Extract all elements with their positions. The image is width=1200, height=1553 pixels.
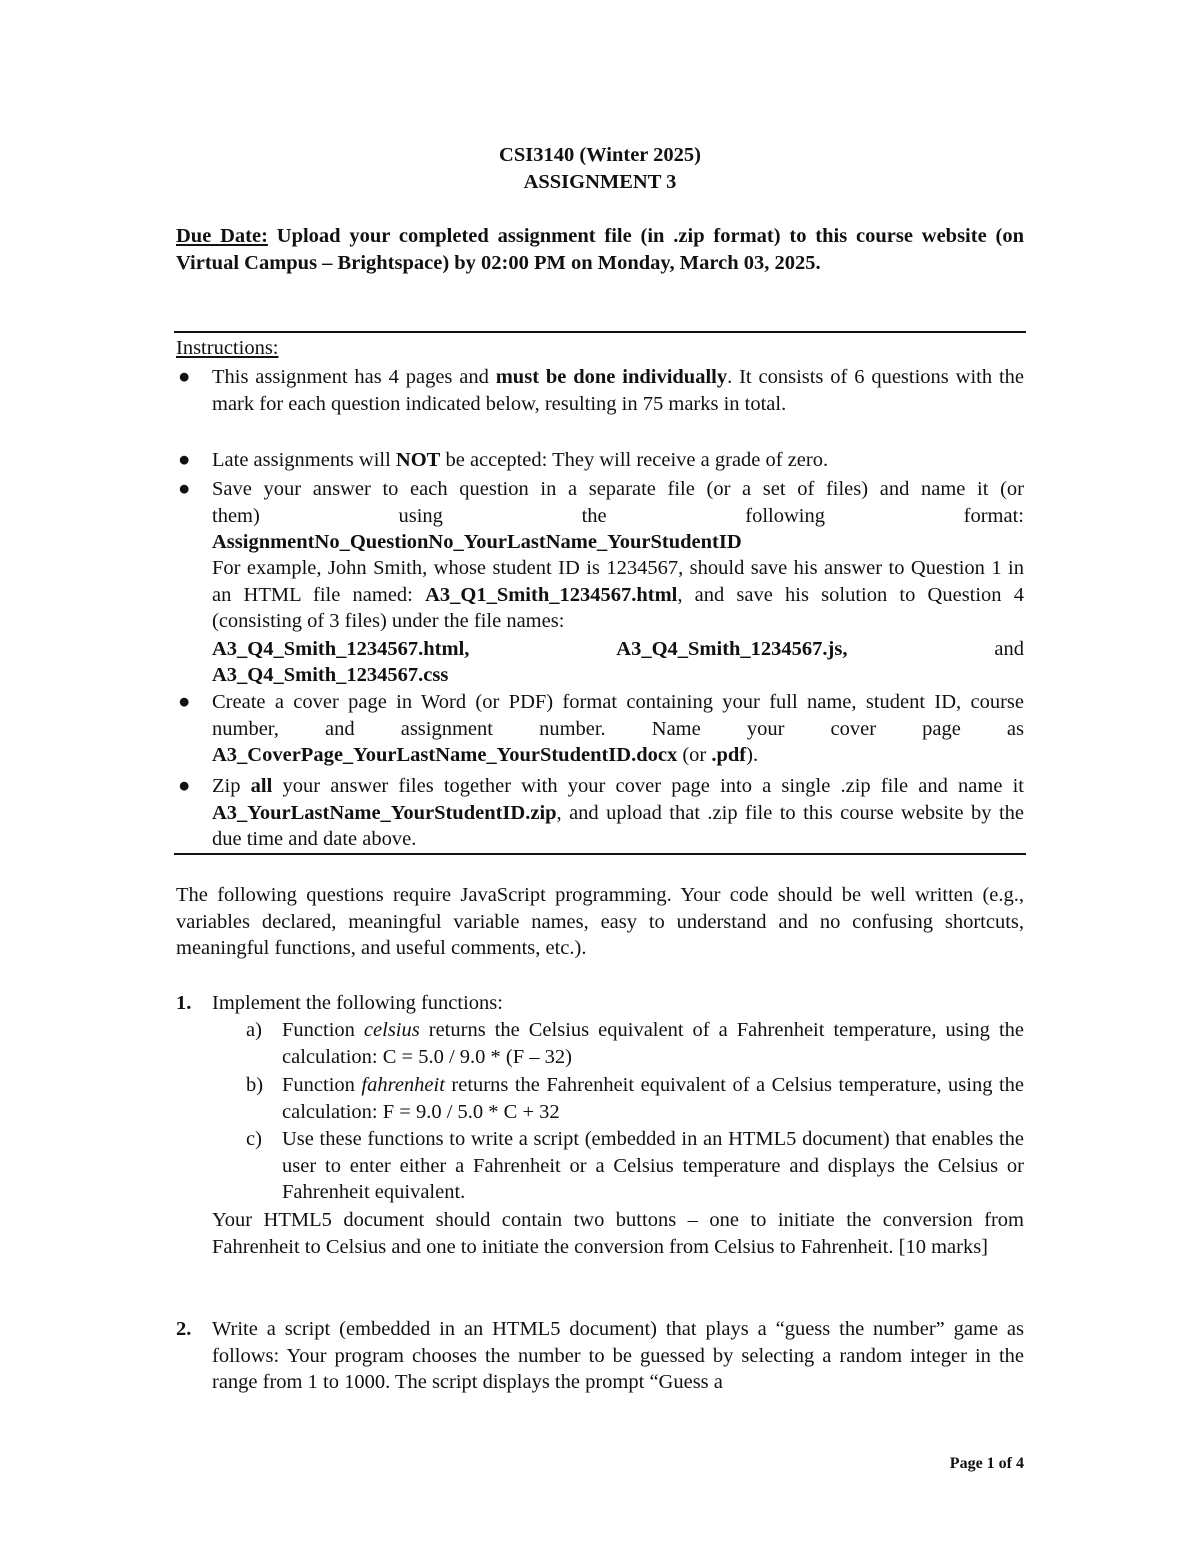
b1-text-a: This assignment has 4 pages and	[212, 366, 496, 388]
part-c-label: c)	[246, 1128, 262, 1150]
question-1-text: Implement the following functions:	[212, 992, 503, 1014]
b4-mid: (or	[677, 744, 712, 767]
b1-bold: must be done individually	[495, 366, 728, 388]
b5-bold1: all	[250, 775, 273, 797]
part-c-text: Use these functions to write a script (embedded in an HTML5 document) that enables the user to enter either a Fahrenheit or a Celsius temperature and displays the Celsius or Fahrenheit equivalent.	[282, 1128, 1024, 1204]
b1-text-b: . It consists of 6 questions with the mark for each question indicated below, resulting in 75 marks in total.	[212, 366, 1024, 415]
b5-text-b: your answer files together with your cover page into a single .zip file and name it	[272, 775, 1025, 797]
part-b-pre: Function	[282, 1074, 362, 1096]
b2-text-b: be accepted: They will receive a grade of zero.	[440, 449, 829, 471]
b3-word-format: format:	[963, 505, 1024, 527]
b3-word-following: following	[745, 505, 825, 527]
b3-and: and	[994, 638, 1024, 660]
b5-text-a: Zip	[212, 775, 251, 797]
b3-file-css: A3_Q4_Smith_1234567.css	[212, 664, 449, 686]
b3-file-html: A3_Q4_Smith_1234567.html,	[212, 638, 470, 660]
b3-files-row	[176, 636, 1024, 663]
b5-bold2: A3_YourLastName_YourStudentID.zip	[212, 801, 557, 824]
question-2-number: 2.	[176, 1318, 192, 1340]
part-a-function: celsius	[363, 1019, 420, 1041]
b2-text-a: Late assignments will	[212, 449, 396, 471]
due-date-paragraph	[176, 223, 1024, 276]
bullet-1-text	[212, 364, 1024, 417]
bullet-icon: ●	[178, 366, 191, 388]
instructions-heading	[176, 335, 1024, 362]
question-2	[176, 1316, 1024, 1396]
question-1-number: 1.	[176, 992, 192, 1014]
bullet-icon: ●	[178, 478, 191, 500]
bullet-icon: ●	[178, 449, 191, 471]
b3-format-row	[176, 529, 1024, 556]
bottom-rule	[174, 853, 1026, 855]
instructions-heading-text: Instructions:	[176, 337, 279, 359]
b2-bold: NOT	[395, 449, 441, 471]
b4-end: ).	[746, 744, 759, 767]
part-b-function: fahrenheit	[361, 1074, 445, 1096]
b3-format-text: AssignmentNo_QuestionNo_YourLastName_YourStudentID	[212, 531, 742, 553]
b3-them: them)	[212, 505, 260, 527]
bullet-4-text	[212, 689, 1024, 769]
due-date-text: Upload your completed assignment file (in .zip format) to this course website (on Virtual Campus – Brightspace) by 02:00 PM on Monday, March 03, 2025.	[176, 225, 1024, 274]
bullet-icon: ●	[178, 775, 191, 797]
question-2-text: Write a script (embedded in an HTML5 document) that plays a “guess the number” game as follows: Your program chooses the number to be guessed by selecting a random integer in the range from 1 to 1000. The script displays the prompt “Guess a	[212, 1318, 1024, 1394]
instruction-bullet-4	[176, 689, 1024, 769]
page-number: Page 1 of 4	[949, 1455, 1024, 1472]
b3-spread-row	[176, 503, 1024, 530]
question-1-part-c	[246, 1126, 1024, 1206]
b3-word-the: the	[581, 505, 607, 527]
instruction-bullet-2	[176, 447, 1024, 474]
b3-example-a: For example, John Smith, whose student ID is 1234567, should save his answer to Question 1 in an HTML file named:	[212, 557, 1024, 606]
question-1	[176, 990, 1024, 1017]
due-date-label: Due Date:	[176, 225, 268, 247]
b3-file-js: A3_Q4_Smith_1234567.js,	[616, 638, 848, 660]
part-b-label: b)	[246, 1074, 264, 1096]
part-a-label: a)	[246, 1019, 262, 1041]
part-b-post: returns the Fahrenheit equivalent of a Celsius temperature, using the calculation: F = 9.0 / 5.0 * C + 32	[282, 1074, 1024, 1123]
b3-example-file1: A3_Q1_Smith_1234567.html	[425, 583, 678, 606]
b3-line-1: Save your answer to each question in a separate file (or a set of files) and name it (or	[212, 478, 1024, 500]
course-title: CSI3140 (Winter 2025)	[499, 144, 701, 166]
bullet-icon: ●	[178, 691, 191, 713]
b3-example-b: , and save his solution to Question 4 (consisting of 3 files) under the file names:	[212, 583, 1024, 633]
top-rule	[174, 331, 1026, 333]
b4-bold: A3_CoverPage_YourLastName_YourStudentID.docx	[212, 744, 678, 767]
b3-example	[176, 555, 1024, 635]
b5-text-c: , and upload that .zip file to this course website by the due time and date above.	[212, 801, 1024, 851]
instruction-bullet-5	[176, 773, 1024, 853]
b3-word-using: using	[398, 505, 443, 527]
b3-file-css-row	[176, 662, 1024, 689]
bullet-5-text	[212, 773, 1024, 853]
assignment-title: ASSIGNMENT 3	[523, 171, 677, 193]
question-1-part-b	[246, 1072, 1024, 1125]
part-a-post: returns the Celsius equivalent of a Fahrenheit temperature, using the calculation: C = 5.0 / 9.0 * (F – 32)	[282, 1019, 1024, 1068]
intro-paragraph: The following questions require JavaScript programming. Your code should be well written (e.g., variables declared, meaningful variable names, easy to understand and no confusing shortcuts, meaningful functions, and useful comments, etc.).	[176, 884, 1024, 960]
b4-text-a: Create a cover page in Word (or PDF) format containing your full name, student ID, course number, and assignment number. Name your cover page as	[212, 691, 1024, 740]
question-1-part-a	[246, 1017, 1024, 1070]
question-1-tail-text: Your HTML5 document should contain two buttons – one to initiate the conversion from Fahrenheit to Celsius and one to initiate the conversion from Celsius to Fahrenheit. [10 marks]	[212, 1209, 1024, 1258]
part-a-pre: Function	[282, 1019, 364, 1041]
instruction-bullet-1	[176, 364, 1024, 417]
question-1-tail	[176, 1207, 1024, 1260]
bullet-2-text	[212, 447, 1024, 474]
b4-bold2: .pdf	[711, 744, 747, 767]
